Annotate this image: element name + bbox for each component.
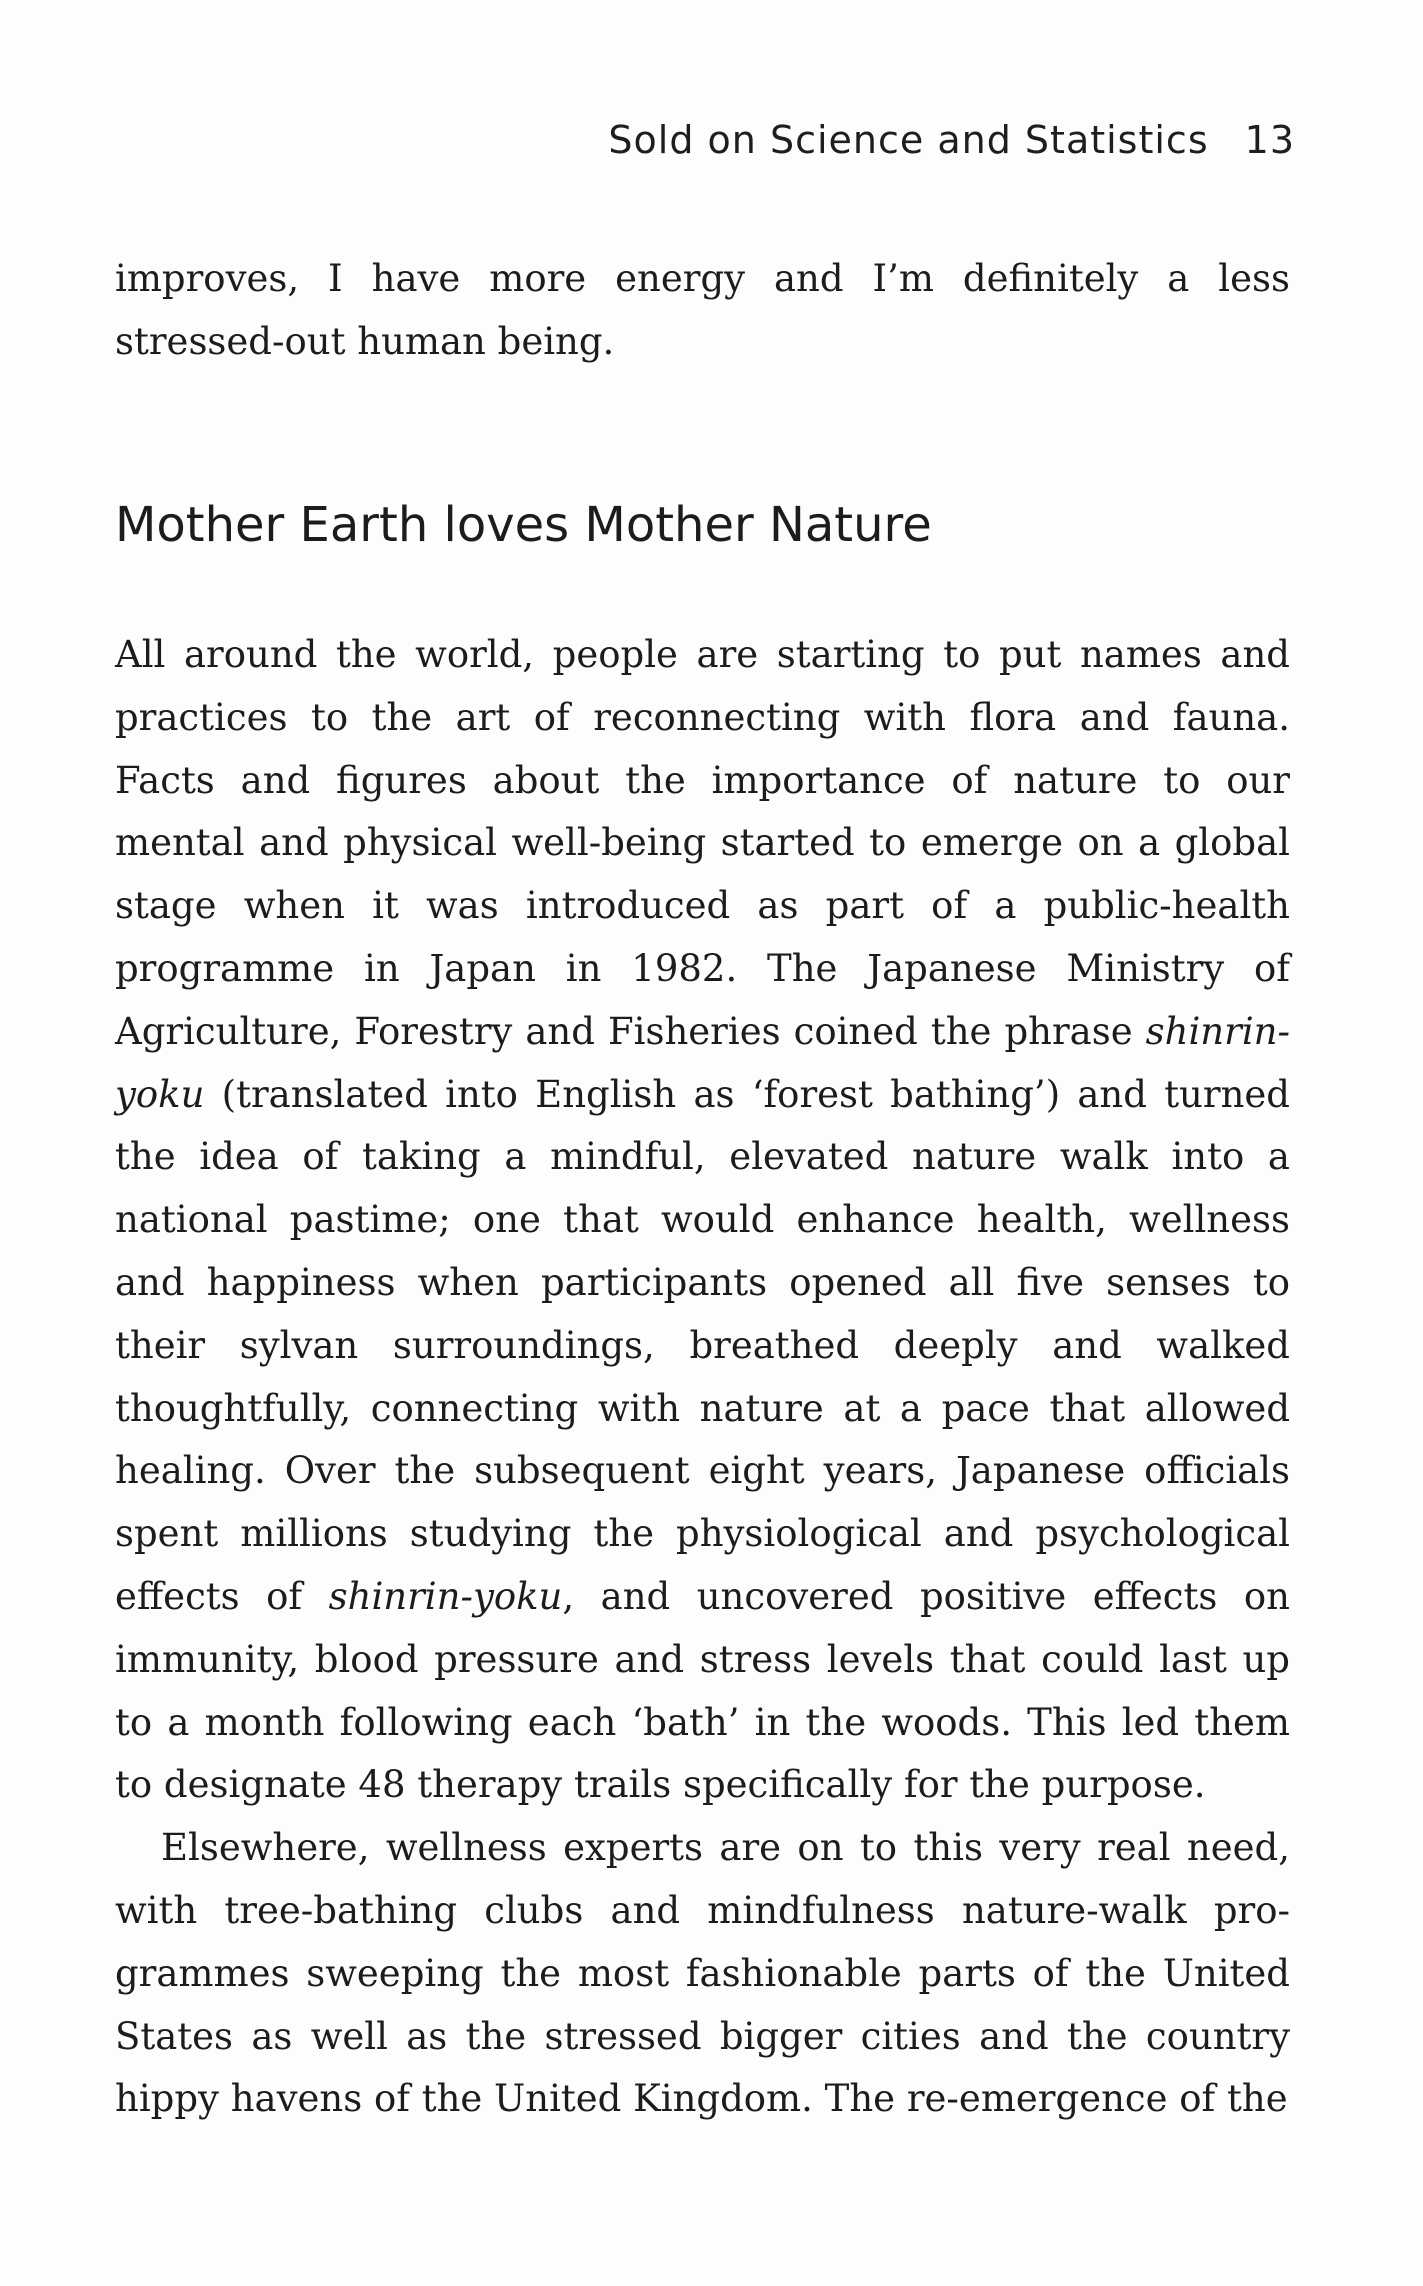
section-heading: Mother Earth loves Mother Nature xyxy=(115,497,932,553)
italic-term: shinrin-yoku xyxy=(115,1009,1290,1116)
paragraph-2: Elsewhere, wellness experts are on to this very real need, with tree-bathing clubs and mindfulness nature-walk programmes sweeping the most fashionable parts of the United States as well as the stressed bigger cities and the country hippy havens of the United Kingdom. The re-emergence of the xyxy=(115,1826,1290,2121)
lead-text-block xyxy=(115,248,1290,374)
paragraph-1-part-3: , and uncovered positive effects on immunity, blood pressure and stress levels that could last up to a month following each ‘bath’ in the woods. This led them to designate 48 therapy trails specifically for the purpose. xyxy=(115,1574,1290,1807)
running-head xyxy=(608,118,1295,162)
paragraph-1-part-2: (translated into English as ‘forest bathing’) and turned the idea of taking a mindful, elevated nature walk into a national pastime; one that would enhance health, wellness and happiness when participants opened all five senses to their sylvan surroundings, breathed deeply and walked thoughtfully, connecting with nature at a pace that allowed healing. Over the subsequent eight years, Japanese officials spent millions studying the physiological and psychological effects of xyxy=(115,1072,1290,1618)
section-body xyxy=(115,624,1290,2131)
continued-paragraph: improves, I have more energy and I’m definitely a less stressed-out human being. xyxy=(115,257,1290,363)
italic-term: shinrin-yoku xyxy=(328,1574,563,1618)
running-title: Sold on Science and Statistics xyxy=(608,118,1209,162)
paragraph-1 xyxy=(115,624,1290,1817)
page-number: 13 xyxy=(1244,118,1295,162)
paragraph-1-part-1: All around the world, people are starting to put names and practices to the art of reconnecting with flora and fauna. Facts and figures about the importance of nature to our mental and physical well-being started to emerge on a global stage when it was introduced as part of a public-health programme in Japan in 1982. The Japanese Ministry of Agriculture, Forestry and Fisheries coined the phrase xyxy=(115,633,1290,1053)
